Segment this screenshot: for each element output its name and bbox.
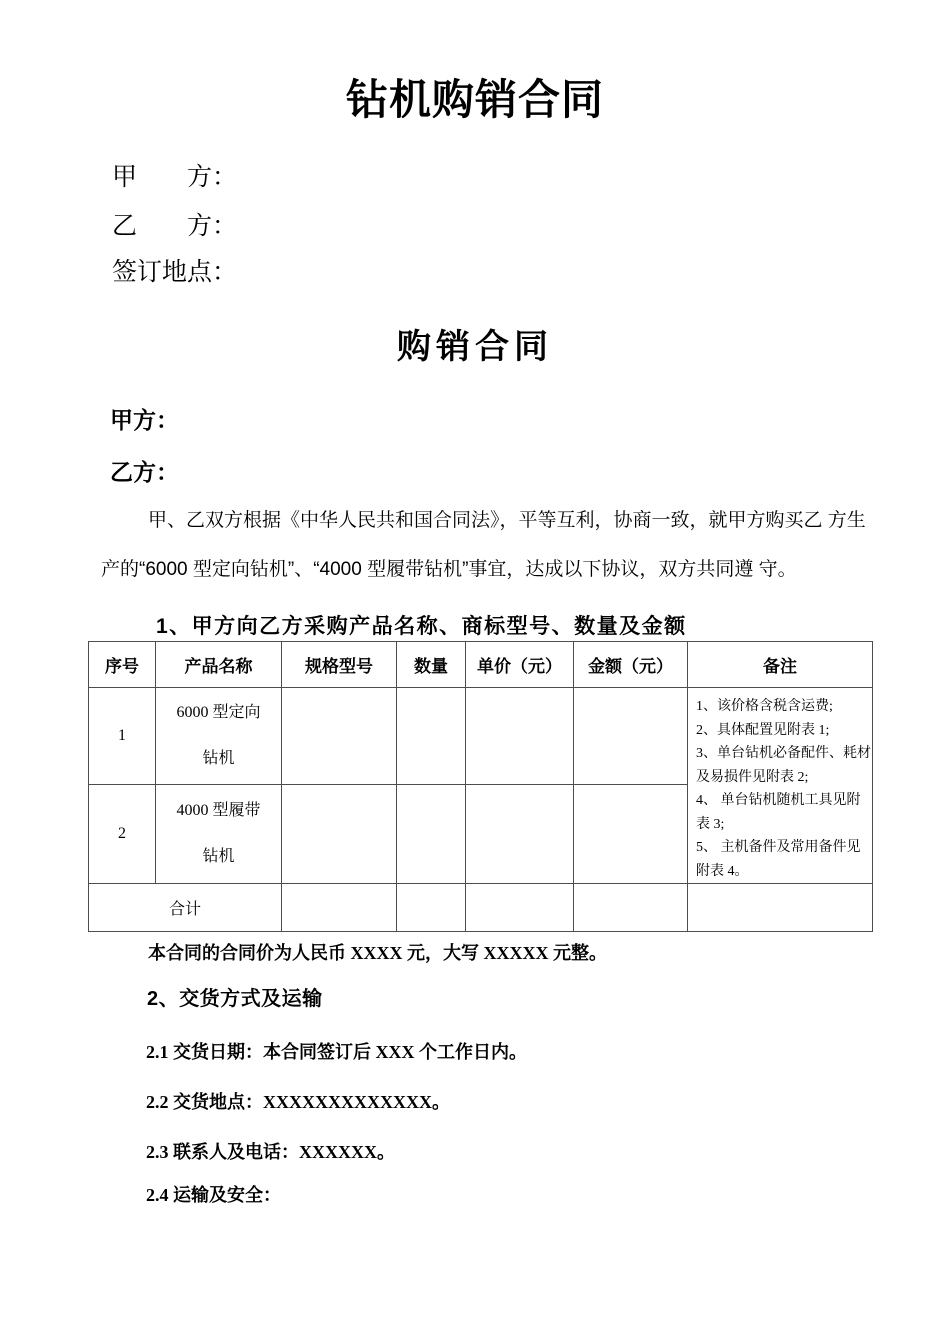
index-cell: 1 — [89, 688, 156, 785]
index-cell: 2 — [89, 785, 156, 884]
product-name-line: 钻机 — [202, 848, 235, 866]
unit-price-cell — [466, 884, 574, 932]
party-b-label: 乙方： — [110, 459, 179, 485]
amount-cell — [574, 884, 688, 932]
table-header-row — [89, 642, 873, 688]
products-table — [88, 641, 873, 932]
col-header-product-name: 产品名称 — [156, 642, 282, 688]
clause-2-4: 2.4 运输及安全： — [146, 1185, 281, 1205]
sign-place-field-label: 签订地点： — [112, 259, 238, 286]
section-1-heading: 1、甲方向乙方采购产品名称、商标型号、数量及金额 — [156, 615, 687, 638]
table-total-row — [89, 884, 873, 932]
clause-2-3: 2.3 联系人及电话：XXXXXX。 — [146, 1142, 395, 1162]
quantity-cell — [397, 785, 466, 884]
remark-item: 1、该价格含税含运费; — [696, 699, 833, 714]
party-b-field-label: 乙 方： — [112, 213, 238, 240]
col-header-unit-price: 单价（元） — [466, 642, 574, 688]
remark-item: 2、具体配置见附表 1; — [696, 722, 830, 738]
clause-2-2: 2.2 交货地点：XXXXXXXXXXXXX。 — [146, 1092, 450, 1112]
quantity-cell — [397, 688, 466, 785]
amount-cell — [574, 785, 688, 884]
spec-model-cell — [282, 884, 397, 932]
product-name-line: 6000 型定向 — [176, 704, 261, 722]
contract-price-line: 本合同的合同价为人民币 XXXX 元，大写 XXXXX 元整。 — [148, 943, 607, 963]
product-name-line: 4000 型履带 — [176, 802, 261, 820]
party-a-field-label: 甲 方： — [112, 164, 238, 191]
document-title: 钻机购销合同 — [345, 76, 604, 123]
unit-price-cell — [466, 688, 574, 785]
product-name-line: 钻机 — [202, 750, 235, 768]
party-a-label: 甲方： — [110, 407, 179, 433]
remark-item: 5、 主机备件及常用备件见附表 4。 — [696, 840, 861, 879]
remark-item: 3、单台钻机必备配件、耗材及易损件见附表 2; — [696, 746, 871, 785]
quantity-cell — [397, 884, 466, 932]
amount-cell — [574, 688, 688, 785]
remarks-cell — [688, 884, 873, 932]
col-header-remarks: 备注 — [688, 642, 873, 688]
intro-paragraph-line-1: 甲、乙双方根据《中华人民共和国合同法》，平等互利，协商一致，就甲方购买乙 方生 — [148, 510, 866, 531]
product-name-cell — [156, 688, 282, 785]
col-header-amount: 金额（元） — [574, 642, 688, 688]
unit-price-cell — [466, 785, 574, 884]
col-header-index: 序号 — [89, 642, 156, 688]
section-2-heading: 2、交货方式及运输 — [147, 988, 323, 1010]
total-label-cell: 合计 — [89, 884, 282, 932]
table-row — [89, 688, 873, 785]
clause-2-1: 2.1 交货日期：本合同签订后 XXX 个工作日内。 — [146, 1042, 527, 1062]
col-header-spec-model: 规格型号 — [282, 642, 397, 688]
intro-paragraph-line-2: 产的“6000 型定向钻机”、“4000 型履带钻机”事宜，达成以下协议，双方共同遵 守。 — [101, 559, 797, 580]
col-header-quantity: 数量 — [397, 642, 466, 688]
remark-item: 4、 单台钻机随机工具见附表 3; — [696, 793, 861, 832]
product-name-cell — [156, 785, 282, 884]
document-subtitle: 购销合同 — [397, 328, 553, 366]
spec-model-cell — [282, 688, 397, 785]
remarks-cell — [688, 688, 873, 884]
spec-model-cell — [282, 785, 397, 884]
